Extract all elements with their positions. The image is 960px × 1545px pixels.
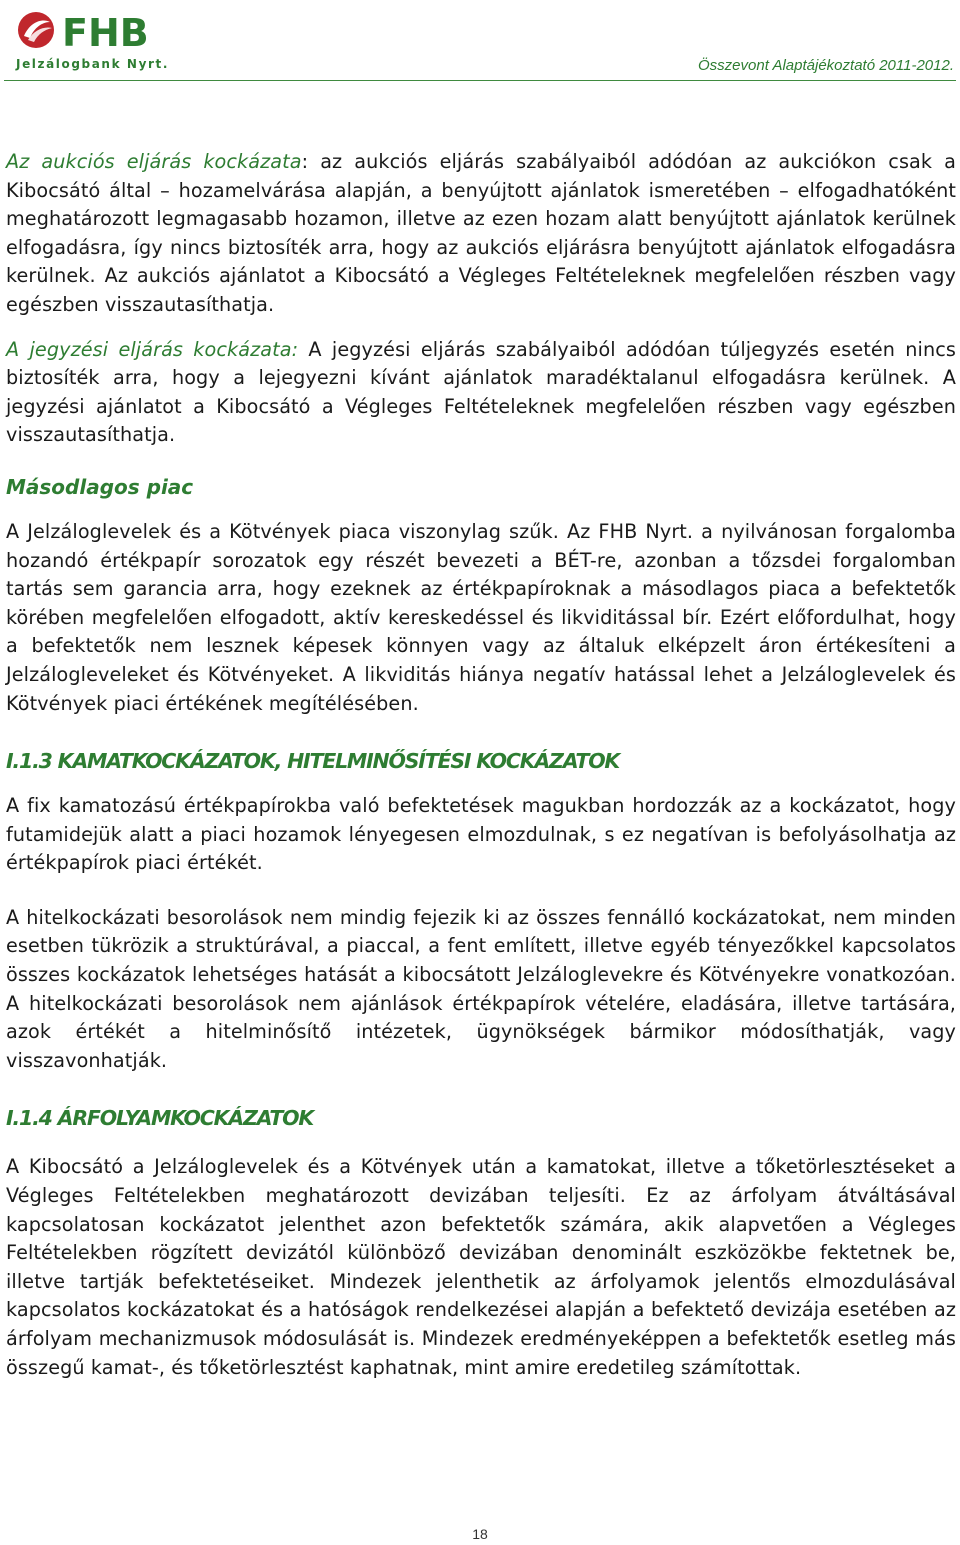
fhb-logo: [14, 8, 186, 72]
logo-subtitle: Jelzálogbank Nyrt.: [16, 57, 170, 71]
page-header: [0, 0, 960, 80]
paragraph-subscription-risk: [6, 336, 956, 450]
page-number: 18: [472, 1526, 488, 1542]
paragraph-fx-risk: A Kibocsátó a Jelzáloglevelek és a Kötvények után a kamatokat, illetve a tőketörlesztéseket a Végleges Feltételekben meghatározott devizában teljesíti. Ez az árfolyam átváltásával kapcsolatosan kockázatot jelenthet azon befektetők számára, akik alapvetően a Végleges Feltételekben rögzített devizától különböző devizában denominált eszközökbe fektetnek be, illetve tartják befektetéseiket. Mindezek jelenthetik az árfolyamok jelentős elmozdulásával kapcsolatos kockázatokat és a hatóságok rendelkezései alapján a befektető devizája esetében az árfolyam mechanizmusok módosulását is. Mindezek eredményeképpen a befektetők esetleg más összegű kamat-, és tőketörlesztést kaphatnak, mint amire eredetileg számítottak.: [6, 1155, 956, 1379]
logo-wordmark: FHB: [62, 11, 149, 55]
auction-risk-text: : az aukciós eljárás szabályaiból adódóan az aukciókon csak a Kibocsátó által – hozamelvárása alapján, a benyújtott ajánlatok ismeretében – elfogadhatóként meghatározott legmagasabb hozamon, illetve az ezen hozam alatt benyújtott ajánlatok kerülnek elfogadásra, így nincs biztosíték arra, hogy az aukciós eljárásra benyújtott ajánlatok elfogadásra kerülnek. Az aukciós ajánlatot a Kibocsátó a Végleges Feltételeknek megfelelően részben vagy egészben visszautasíthatja.: [6, 150, 956, 316]
subscription-risk-text: A jegyzési eljárás szabályaiból adódóan túljegyzés esetén nincs biztosíték arra, hogy a lejegyezni kívánt ajánlatok maradéktalanul elfogadásra kerülnek. A jegyzési ajánlatot a Kibocsátó a Végleges Feltételeknek megfelelően részben vagy egészben visszautasíthatja.: [6, 337, 956, 447]
header-divider: [4, 80, 956, 81]
paragraph-interest-risk: A fix kamatozású értékpapírokba való befektetések magukban hordozzák az a kockázatot, hogy futamidejük alatt a piaci hozamok lényegesen elmozdulnak, s ez negatívan is befolyásolhatja az értékpapírok piaci értékét.: [6, 794, 956, 875]
subscription-risk-label: A jegyzési eljárás kockázata:: [6, 337, 299, 361]
paragraph-auction-risk: [6, 148, 956, 320]
heading-fx-risk: I.1.4 ÁRFOLYAMKOCKÁZATOK: [6, 1106, 314, 1131]
document-title: Összevont Alaptájékoztató 2011-2012.: [698, 57, 954, 74]
heading-secondary-market: Másodlagos piac: [6, 474, 194, 499]
auction-risk-label: Az aukciós eljárás kockázata: [6, 150, 302, 173]
heading-interest-risk: I.1.3 KAMATKOCKÁZATOK, HITELMINŐSÍTÉSI KOCKÁZATOK: [6, 749, 620, 774]
paragraph-credit-rating: A hitelkockázati besorolások nem mindig fejezik ki az összes fennálló kockázatokat, nem minden esetben tükrözik a struktúrával, a piaccal, a fent említett, illetve egyéb tényezőkkel kapcsolatos összes kockázatok lehetséges hatását a kibocsátott Jelzáloglevekre és Kötvényekre vonatkozóan. A hitelkockázati besorolások nem ajánlások értékpapírok vételére, eladására, illetve tartására, azok értékét a hitelminősítő intézetek, ügynökségek bármikor módosíthatják, vagy visszavonhatják.: [6, 905, 956, 1072]
page-content: [6, 148, 956, 1382]
paragraph-secondary-market: A Jelzáloglevelek és a Kötvények piaca viszonylag szűk. Az FHB Nyrt. a nyilvánosan forgalomba hozandó értékpapír sorozatok egy részét bevezeti a BÉT-re, azonban a tőzsdei forgalomban tartás sem garancia arra, hogy ezeknek az értékpapíroknak a másodlagos piaca a befektetők körében megfelelően elfogadott, aktív kereskedéssel és likviditással bír. Ezért előfordulhat, hogy a befektetők nem lesznek képesek könnyen vagy az általuk elképzelt áron értékesíteni a Jelzálogleveleket és Kötvényeket. A likviditás hiánya negatív hatással lehet a Jelzáloglevelek és Kötvények piaci értékének megítélésében.: [6, 519, 956, 715]
